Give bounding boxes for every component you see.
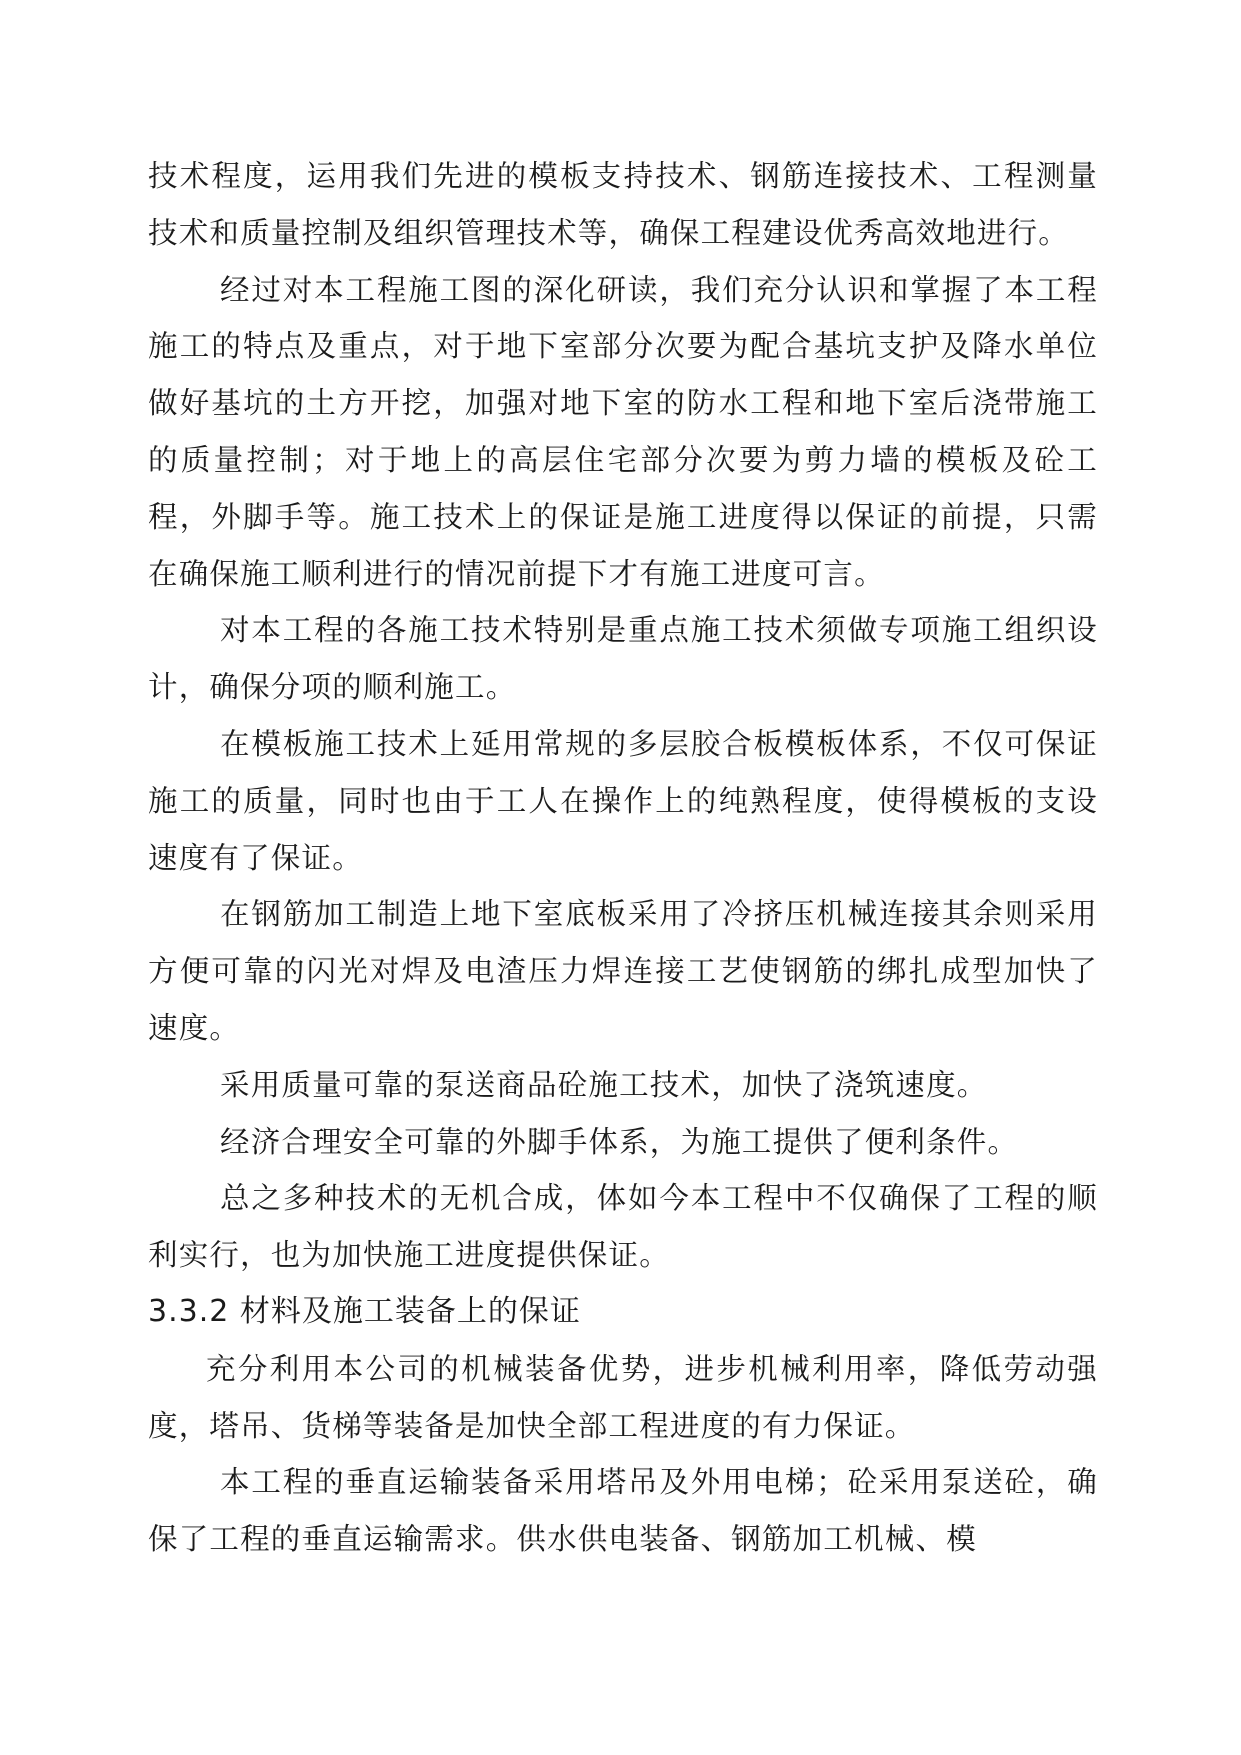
document-body [148, 148, 1098, 1568]
paragraph-equipment: 充分利用本公司的机械装备优势，进步机械利用率，降低劳动强度，塔吊、货梯等装备是加快全部工程进度的有力保证。 [148, 1351, 1098, 1443]
paragraph-scaffold: 经济合理安全可靠的外脚手体系，为施工提供了便利条件。 [220, 1124, 1019, 1159]
section-heading: 3.3.2 材料及施工装备上的保证 [148, 1293, 581, 1329]
paragraph-concrete: 采用质量可靠的泵送商品砼施工技术，加快了浇筑速度。 [220, 1067, 988, 1102]
paragraph-analysis: 经过对本工程施工图的深化研读，我们充分认识和掌握了本工程施工的特点及重点，对于地下室部分次要为配合基坑支护及降水单位做好基坑的土方开挖，加强对地下室的防水工程和地下室后浇带施工的质量控制；对于地上的高层住宅部分次要为剪力墙的模板及砼工程，外脚手等。施工技术上的保证是施工进度得以保证的前提，只需在确保施工顺利进行的情况前提下才有施工进度可言。 [148, 272, 1098, 591]
paragraph-formwork: 在模板施工技术上延用常规的多层胶合板模板体系，不仅可保证施工的质量，同时也由于工人在操作上的纯熟程度，使得模板的支设速度有了保证。 [148, 726, 1098, 875]
paragraph-vertical-transport: 本工程的垂直运输装备采用塔吊及外用电梯；砼采用泵送砼，确保了工程的垂直运输需求。供水供电装备、钢筋加工机械、模 [148, 1465, 1098, 1557]
paragraph-special-design: 对本工程的各施工技术特别是重点施工技术须做专项施工组织设计，确保分项的顺利施工。 [148, 613, 1098, 705]
paragraph-rebar: 在钢筋加工制造上地下室底板采用了冷挤压机械连接其余则采用方便可靠的闪光对焊及电渣压力焊连接工艺使钢筋的绑扎成型加快了速度。 [148, 897, 1098, 1045]
paragraph-summary: 总之多种技术的无机合成，体如今本工程中不仅确保了工程的顺利实行，也为加快施工进度提供保证。 [148, 1181, 1098, 1273]
paragraph-continuation: 技术程度，运用我们先进的模板支持技术、钢筋连接技术、工程测量技术和质量控制及组织管理技术等，确保工程建设优秀高效地进行。 [148, 159, 1098, 250]
